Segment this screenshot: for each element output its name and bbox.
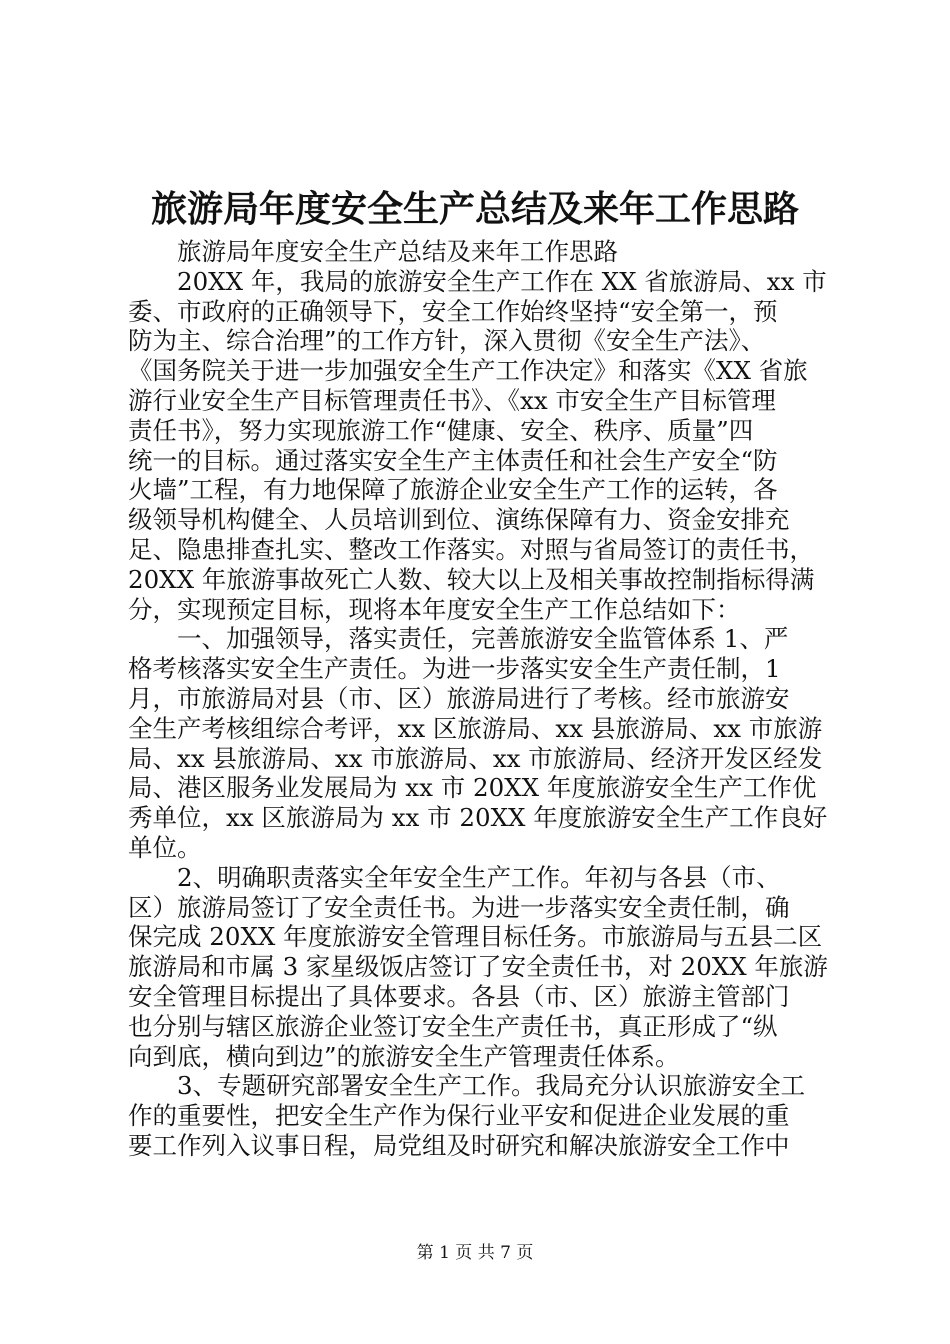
body-line: 区）旅游局签订了安全责任书。为进一步落实安全责任制，确 [128,892,790,922]
body-line: 20XX 年，我局的旅游安全生产工作在 XX 省旅游局、xx 市 [128,266,827,296]
body-line: 局、港区服务业发展局为 xx 市 20XX 年度旅游安全生产工作优 [128,773,817,803]
body-line: 旅游局年度安全生产总结及来年工作思路 [128,237,618,266]
body-line: 2、明确职责落实全年安全生产工作。年初与各县（市、 [128,862,781,892]
body-line: 分，实现预定目标，现将本年度安全生产工作总结如下： [128,594,741,624]
document-title: 旅游局年度安全生产总结及来年工作思路 [150,188,799,230]
body-line: 月，市旅游局对县（市、区）旅游局进行了考核。经市旅游安 [128,683,790,713]
body-line: 安全管理目标提出了具体要求。各县（市、区）旅游主管部门 [128,981,790,1011]
body-line: 向到底，横向到边”的旅游安全生产管理责任体系。 [128,1041,680,1071]
body-line: 单位。 [128,832,202,862]
body-line: 3、专题研究部署安全生产工作。我局充分认识旅游安全工 [128,1071,806,1101]
body-line: 旅游局和市属 3 家星级饭店签订了安全责任书，对 20XX 年旅游 [128,952,828,982]
body-line: 20XX 年旅游事故死亡人数、较大以上及相关事故控制指标得满 [128,564,815,594]
body-line: 格考核落实安全生产责任。为进一步落实安全生产责任制，1 [128,654,781,684]
body-line: 责任书》，努力实现旅游工作“健康、安全、秩序、质量”四 [128,415,754,445]
body-line: 局、xx 县旅游局、xx 市旅游局、xx 市旅游局、经济开发区经发 [128,743,823,773]
document-body [128,237,828,1161]
body-line: 火墙”工程，有力地保障了旅游企业安全生产工作的运转，各 [128,475,778,505]
body-line: 作的重要性，把安全生产作为保行业平安和促进企业发展的重 [128,1101,790,1131]
page-footer: 第 1 页 共 7 页 [416,1243,534,1263]
body-line: 《国务院关于进一步加强安全生产工作决定》和落实《XX 省旅 [128,356,808,386]
body-line: 也分别与辖区旅游企业签订安全生产责任书，真正形成了“纵 [128,1011,778,1041]
body-line: 要工作列入议事日程，局党组及时研究和解决旅游安全工作中 [128,1130,790,1160]
body-line: 全生产考核组综合考评，xx 区旅游局、xx 县旅游局、xx 市旅游 [128,713,823,743]
body-line: 秀单位，xx 区旅游局为 xx 市 20XX 年度旅游安全生产工作良好 [128,803,828,833]
body-line: 防为主、综合治理”的工作方针，深入贯彻《安全生产法》、 [128,326,766,356]
body-line: 一、加强领导，落实责任，完善旅游安全监管体系 1、严 [128,624,789,654]
body-line: 统一的目标。通过落实安全生产主体责任和社会生产安全“防 [128,445,778,475]
body-line: 保完成 20XX 年度旅游安全管理目标任务。市旅游局与五县二区 [128,922,823,952]
body-line: 委、市政府的正确领导下，安全工作始终坚持“安全第一，预 [128,296,778,326]
body-line: 足、隐患排查扎实、整改工作落实。对照与省局签订的责任书， [128,534,814,564]
body-line: 级领导机构健全、人员培训到位、演练保障有力、资金安排充 [128,505,790,535]
body-line: 游行业安全生产目标管理责任书》、《xx 市安全生产目标管理 [128,385,776,415]
